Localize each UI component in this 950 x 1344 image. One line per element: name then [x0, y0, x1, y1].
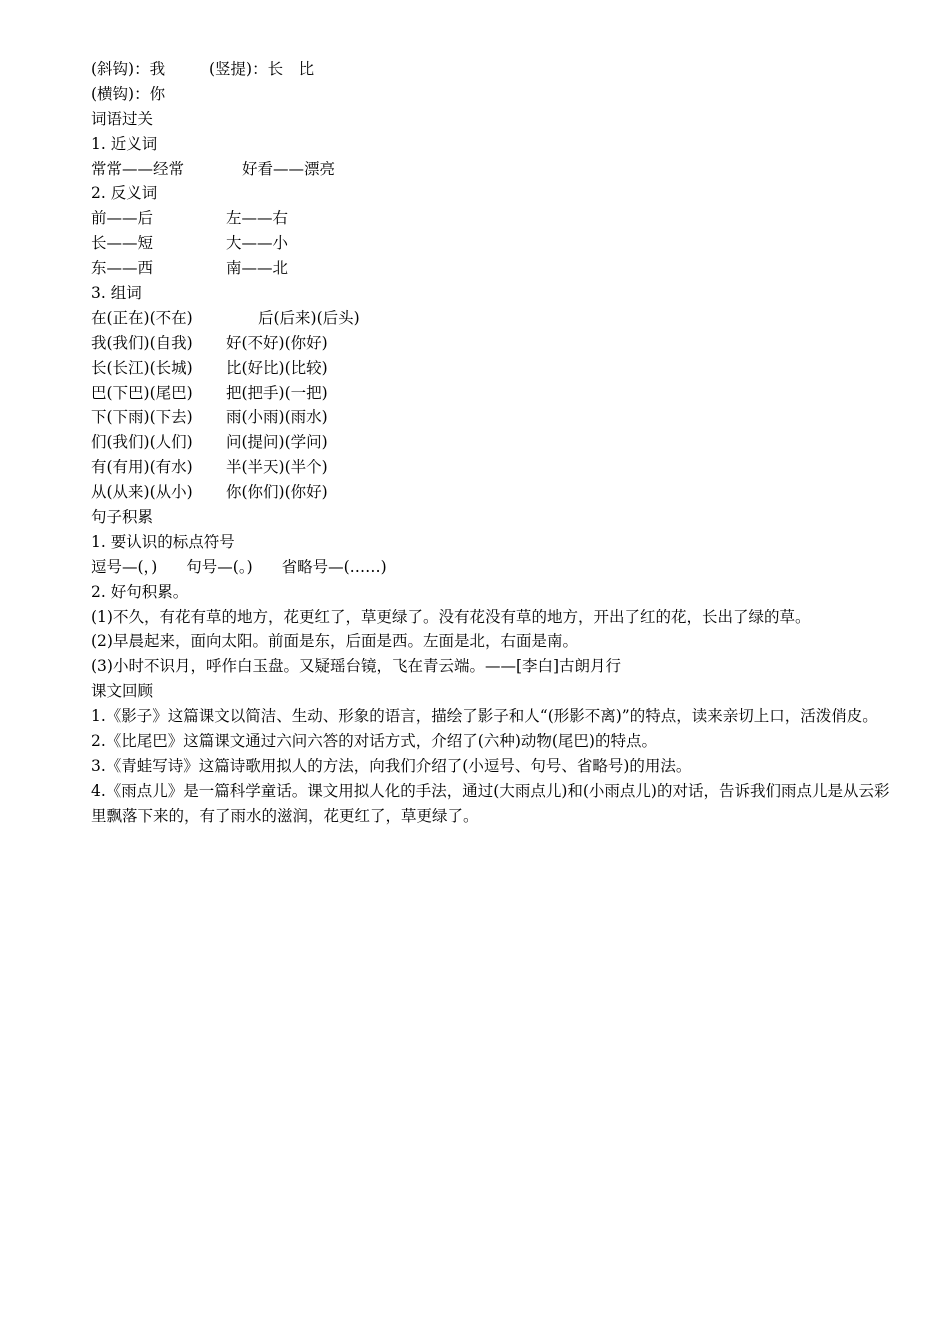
- antonyms-row: [91, 206, 901, 231]
- zuci-item: 雨(小雨)(雨水): [226, 408, 328, 427]
- section-heading-review: 课文回顾: [91, 682, 154, 701]
- punctuation-title: 1. 要认识的标点符号: [91, 532, 235, 551]
- zuci-item: 有(有用)(有水): [91, 458, 193, 477]
- stroke-row: [91, 82, 901, 107]
- good-sentence: (1)不久，有花有草的地方，花更红了，草更绿了。没有花没有草的地方，开出了红的花，长出了绿的草。: [91, 607, 811, 626]
- section-heading-words: 词语过关: [91, 109, 154, 128]
- good-sentence: (2)早晨起来，面向太阳。前面是东，后面是西。左面是北，右面是南。: [91, 632, 578, 651]
- stroke-item: (竖提)：长 比: [209, 60, 315, 78]
- synonyms-row: [91, 157, 901, 182]
- zuci-item: 下(下雨)(下去): [91, 408, 193, 427]
- document-page: [91, 57, 901, 829]
- antonym-pair: 大——小: [226, 234, 289, 253]
- zuci-row: [91, 356, 901, 381]
- zuci-row: [91, 455, 901, 480]
- review-paragraph: 2.《比尾巴》这篇课文通过六问六答的对话方式，介绍了(六种)动物(尾巴)的特点。: [91, 732, 657, 751]
- review-paragraph: 3.《青蛙写诗》这篇诗歌用拟人的方法，向我们介绍了(小逗号、句号、省略号)的用法。: [91, 756, 692, 775]
- zuci-item: 半(半天)(半个): [226, 458, 328, 477]
- zuci-item: 长(长江)(长城): [91, 358, 193, 377]
- zuci-row: [91, 405, 901, 430]
- zuci-item: 在(正在)(不在): [91, 308, 193, 327]
- zuci-item: 们(我们)(人们): [91, 433, 193, 452]
- zuci-row: [91, 480, 901, 505]
- antonyms-row: [91, 231, 901, 256]
- stroke-row: [91, 57, 901, 82]
- good-sentences-title: 2. 好句积累。: [91, 582, 189, 601]
- punctuation-item: 句号—(。): [186, 557, 253, 576]
- antonym-pair: 东——西: [91, 259, 154, 278]
- zuci-item: 比(好比)(比较): [226, 358, 328, 377]
- zuci-title: 3. 组词: [91, 284, 142, 303]
- zuci-item: 巴(下巴)(尾巴): [91, 383, 193, 402]
- zuci-row: [91, 430, 901, 455]
- zuci-row: [91, 331, 901, 356]
- review-paragraph: 1.《影子》这篇课文以简洁、生动、形象的语言，描绘了影子和人“(形影不离)”的特点，读来亲切上口，活泼俏皮。: [91, 707, 878, 726]
- zuci-item: 我(我们)(自我): [91, 333, 193, 352]
- punctuation-item: 逗号—(，): [91, 557, 158, 576]
- antonym-pair: 长——短: [91, 234, 154, 253]
- zuci-item: 后(后来)(后头): [258, 308, 360, 327]
- zuci-item: 好(不好)(你好): [226, 333, 328, 352]
- zuci-row: [91, 306, 901, 331]
- antonym-pair: 前——后: [91, 209, 154, 228]
- synonyms-title: 1. 近义词: [91, 134, 158, 153]
- good-sentence: (3)小时不识月，呼作白玉盘。又疑瑶台镜，飞在青云端。——[李白]古朗月行: [91, 657, 622, 676]
- punctuation-row: [91, 555, 901, 580]
- review-paragraph: 4.《雨点儿》是一篇科学童话。课文用拟人化的手法，通过(大雨点儿)和(小雨点儿)的对话，告诉我们雨点儿是从云彩里飘落下来的，有了雨水的滋润，花更红了，草更绿了。: [91, 781, 890, 825]
- stroke-item: (横钩)：你: [91, 84, 166, 103]
- punctuation-item: 省略号—(……): [281, 557, 387, 576]
- zuci-item: 把(把手)(一把): [226, 383, 328, 402]
- zuci-row: [91, 381, 901, 406]
- synonym-pair: 常常——经常: [91, 159, 185, 178]
- synonym-pair: 好看——漂亮: [242, 159, 336, 178]
- antonym-pair: 南——北: [226, 259, 289, 278]
- antonyms-row: [91, 256, 901, 281]
- zuci-item: 你(你们)(你好): [226, 483, 328, 502]
- zuci-item: 从(从来)(从小): [91, 483, 193, 502]
- antonyms-title: 2. 反义词: [91, 184, 158, 203]
- stroke-item: (斜钩)：我: [91, 60, 166, 78]
- antonym-pair: 左——右: [226, 209, 289, 228]
- zuci-item: 问(提问)(学问): [226, 433, 328, 452]
- section-heading-sentences: 句子积累: [91, 508, 154, 527]
